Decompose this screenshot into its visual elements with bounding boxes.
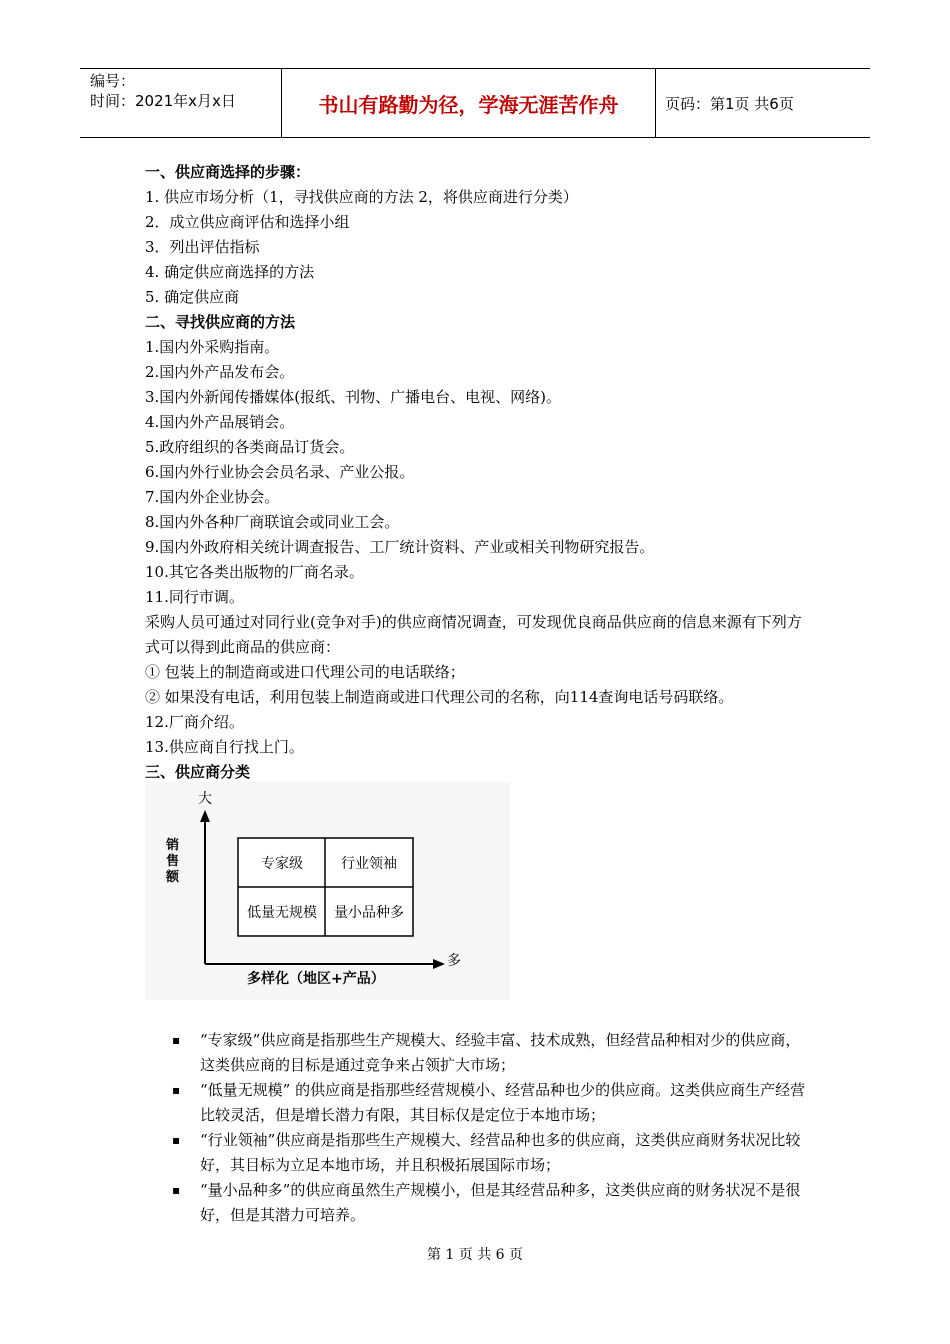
body-line: 2．成立供应商评估和选择小组 <box>145 213 350 231</box>
body-line: 4.国内外产品展销会。 <box>145 413 295 431</box>
bullet-item <box>172 1178 812 1228</box>
body-line: 8.国内外各种厂商联谊会或同业工会。 <box>145 513 400 531</box>
body-line: 1.国内外采购指南。 <box>145 338 280 356</box>
bullet-text: “行业领袖”供应商是指那些生产规模大、经营品种也多的供应商，这类供应商财务状况比较好，其目标为立足本地市场，并且积极拓展国际市场； <box>200 1131 801 1174</box>
document-body <box>145 160 815 785</box>
motto: 书山有路勤为径，学海无涯苦作舟 <box>281 69 656 137</box>
bullet-icon: ▪ <box>172 1083 181 1097</box>
bullet-item <box>172 1128 812 1178</box>
classification-bullets <box>172 1028 812 1228</box>
body-line: 12.厂商介绍。 <box>145 713 244 731</box>
section-heading: 一、供应商选择的步骤： <box>145 163 311 181</box>
section-heading: 三、供应商分类 <box>145 763 251 781</box>
y-axis-label: 销售额 <box>166 838 180 885</box>
body-line: 13.供应商自行找上门。 <box>145 738 304 756</box>
header-table <box>80 68 870 138</box>
supplier-classification-diagram <box>145 782 510 1000</box>
body-line: 9.国内外政府相关统计调查报告、工厂统计资料、产业或相关刊物研究报告。 <box>145 538 655 556</box>
body-line: 10.其它各类出版物的厂商名录。 <box>145 563 364 581</box>
cell-small-many: 量小品种多 <box>334 905 404 921</box>
body-line: ② 如果没有电话，利用包装上制造商或进口代理公司的名称，向114查询电话号码联络。 <box>145 688 734 706</box>
body-line: 5. 确定供应商 <box>145 288 240 306</box>
body-line: 2.国内外产品发布会。 <box>145 363 295 381</box>
x-axis-label: 多样化（地区+产品） <box>247 971 385 987</box>
body-line: 4. 确定供应商选择的方法 <box>145 263 315 281</box>
bullet-item <box>172 1028 812 1078</box>
bullet-icon: ▪ <box>172 1133 181 1147</box>
body-line: 5.政府组织的各类商品订货会。 <box>145 438 355 456</box>
cell-expert: 专家级 <box>261 856 303 872</box>
x-end-label: 多 <box>447 953 461 969</box>
page-footer: 第 1 页 共 6 页 <box>426 1247 524 1263</box>
y-axis-arrow <box>200 810 210 822</box>
header-meta <box>80 69 281 137</box>
bullet-text: “量小品种多”的供应商虽然生产规模小，但是其经营品种多，这类供应商的财务状况不是很好，但是其潜力可培养。 <box>200 1181 801 1224</box>
number-label: 编号： <box>90 72 136 90</box>
cell-industry-leader: 行业领袖 <box>341 856 397 872</box>
body-line: 3．列出评估指标 <box>145 238 260 256</box>
body-line: 11.同行市调。 <box>145 588 244 606</box>
body-line: ① 包装上的制造商或进口代理公司的电话联络； <box>145 663 465 681</box>
bullet-text: “低量无规模” 的供应商是指那些经营规模小、经营品种也少的供应商。这类供应商生产经营比较灵活，但是增长潜力有限，其目标仅是定位于本地市场； <box>200 1081 806 1124</box>
bullet-icon: ▪ <box>172 1183 181 1197</box>
bullet-item <box>172 1078 812 1128</box>
y-top-label: 大 <box>198 791 212 807</box>
body-line: 采购人员可通过对同行业(竞争对手)的供应商情况调查，可发现优良商品供应商的信息来源有下列方式可以得到此商品的供应商： <box>145 613 802 656</box>
body-line: 6.国内外行业协会会员名录、产业公报。 <box>145 463 415 481</box>
page-info: 页码：第1页 共6页 <box>665 94 794 113</box>
bullet-icon: ▪ <box>172 1033 181 1047</box>
bullet-text: “专家级”供应商是指那些生产规模大、经验丰富、技术成熟，但经营品种相对少的供应商，这类供应商的目标是通过竞争来占领扩大市场； <box>200 1031 801 1074</box>
x-axis-arrow <box>433 959 445 969</box>
cell-low-volume: 低量无规模 <box>247 905 317 921</box>
body-line: 1. 供应市场分析（1，寻找供应商的方法 2，将供应商进行分类） <box>145 188 578 206</box>
body-line: 3.国内外新闻传播媒体(报纸、刊物、广播电台、电视、网络)。 <box>145 388 562 406</box>
section-heading: 二、寻找供应商的方法 <box>145 313 296 331</box>
body-line: 7.国内外企业协会。 <box>145 488 280 506</box>
time-label: 时间：2021年x月x日 <box>90 92 236 110</box>
